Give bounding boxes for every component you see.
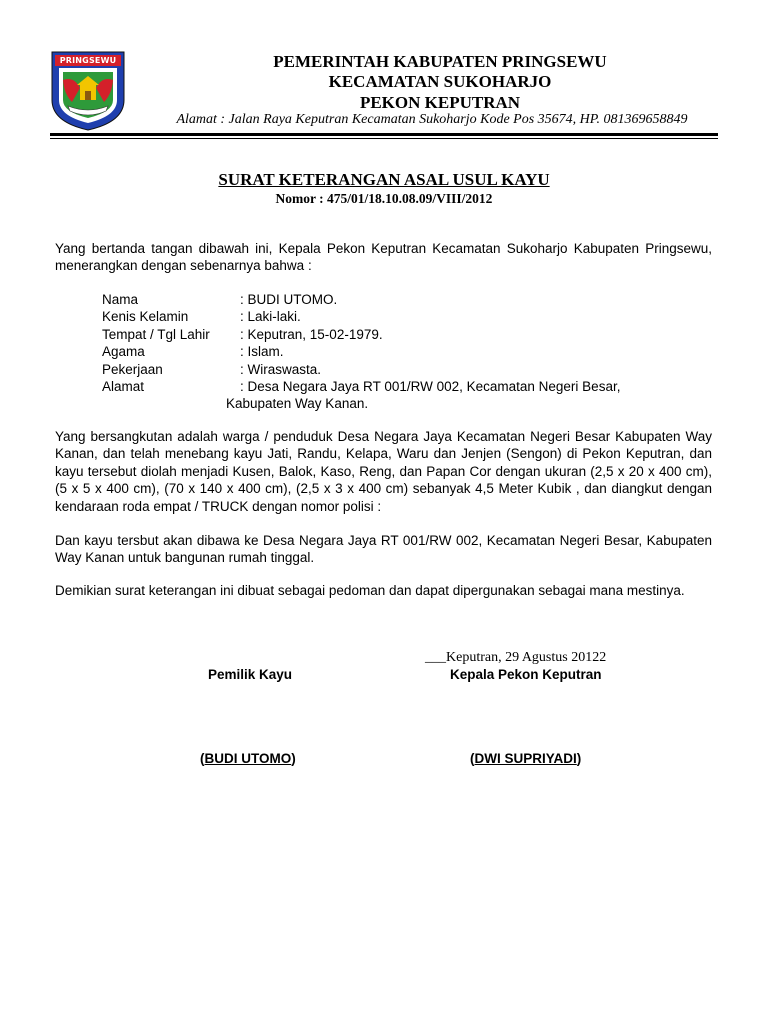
owner-name: BUDI UTOMO <box>204 751 292 766</box>
identity-row-gender <box>102 308 620 325</box>
identity-row-birth <box>102 326 620 343</box>
letterhead-thick-rule <box>50 133 718 136</box>
letterhead-district: KECAMATAN SUKOHARJO <box>328 72 552 91</box>
identity-value: : BUDI UTOMO. <box>240 292 338 307</box>
identity-table <box>102 291 620 413</box>
destination-paragraph: Dan kayu tersbut akan dibawa ke Desa Negara Jaya RT 001/RW 002, Kecamatan Negeri Besar, Kabupaten Way Kanan untuk bangunan rumah tinggal. <box>55 533 712 566</box>
identity-row-address <box>102 378 620 395</box>
identity-label: Pekerjaan <box>102 361 163 377</box>
pringsewu-regency-emblem <box>50 50 126 132</box>
village-head-name-block: (DWI SUPRIYADI) <box>470 751 582 766</box>
document-title: SURAT KETERANGAN ASAL USUL KAYU <box>218 170 550 189</box>
identity-value: : Keputran, 15-02-1979. <box>240 326 383 342</box>
identity-row-religion <box>102 343 620 360</box>
identity-address-continuation: Kabupaten Way Kanan. <box>226 396 369 412</box>
letterhead-thin-rule <box>50 138 718 139</box>
identity-label: Nama <box>102 292 139 307</box>
letterhead-village: PEKON KEPUTRAN <box>359 93 521 112</box>
letterhead-address: Alamat : Jalan Raya Keputran Kecamatan Sukoharjo Kode Pos 35674, HP. 081369658849 <box>176 112 688 127</box>
identity-row-name <box>102 291 620 308</box>
identity-label: Alamat <box>102 379 145 395</box>
identity-value: : Islam. <box>240 344 284 360</box>
identity-value: : Wiraswasta. <box>240 361 322 377</box>
village-head-signature-title: Kepala Pekon Keputran <box>450 667 602 682</box>
owner-signature-title: Pemilik Kayu <box>208 667 293 682</box>
intro-paragraph: Yang bertanda tangan dibawah ini, Kepala Pekon Keputran Kecamatan Sukoharjo Kabupaten Pringsewu, menerangkan dengan sebenarnya bahwa : <box>55 241 712 274</box>
place-date: ___Keputran, 29 Agustus 20122 <box>425 650 607 665</box>
closing-paragraph: Demikian surat keterangan ini dibuat sebagai pedoman dan dapat dipergunakan sebagai mana mestinya. <box>55 583 685 598</box>
owner-name-block: (BUDI UTOMO) <box>200 751 296 766</box>
identity-label: Agama <box>102 344 145 360</box>
identity-label: Kenis Kelamin <box>102 309 189 325</box>
letterhead-government: PEMERINTAH KABUPATEN PRINGSEWU <box>273 52 607 71</box>
identity-value: : Laki-laki. <box>240 309 301 325</box>
village-head-name: DWI SUPRIYADI <box>474 751 577 766</box>
statement-paragraph: Yang bersangkutan adalah warga / penduduk Desa Negara Jaya Kecamatan Negeri Besar Kabupaten Way Kanan, dan telah menebang kayu Jati, Randu, Kelapa, Waru dan Jenjen (Sengon) di Pekon Keputran, dan kayu tersebut diolah menjadi Kusen, Balok, Kaso, Reng, dan Papan Cor dengan ukuran (2,5 x 20 x 400 cm), (5 x 5 x 400 cm), (70 x 140 x 400 cm), (2,5 x 3 x 400 cm) sebanyak 4,5 Meter Kubik , dan diangkut dengan kendaraan roda empat / TRUCK dengan nomor polisi : <box>55 429 712 514</box>
identity-row-occupation <box>102 361 620 378</box>
emblem-label: PRINGSEWU <box>59 56 117 65</box>
identity-label: Tempat / Tgl Lahir <box>102 326 210 342</box>
document-number: Nomor : 475/01/18.10.08.09/VIII/2012 <box>275 191 493 206</box>
identity-value: : Desa Negara Jaya RT 001/RW 002, Kecamatan Negeri Besar, <box>240 379 621 395</box>
